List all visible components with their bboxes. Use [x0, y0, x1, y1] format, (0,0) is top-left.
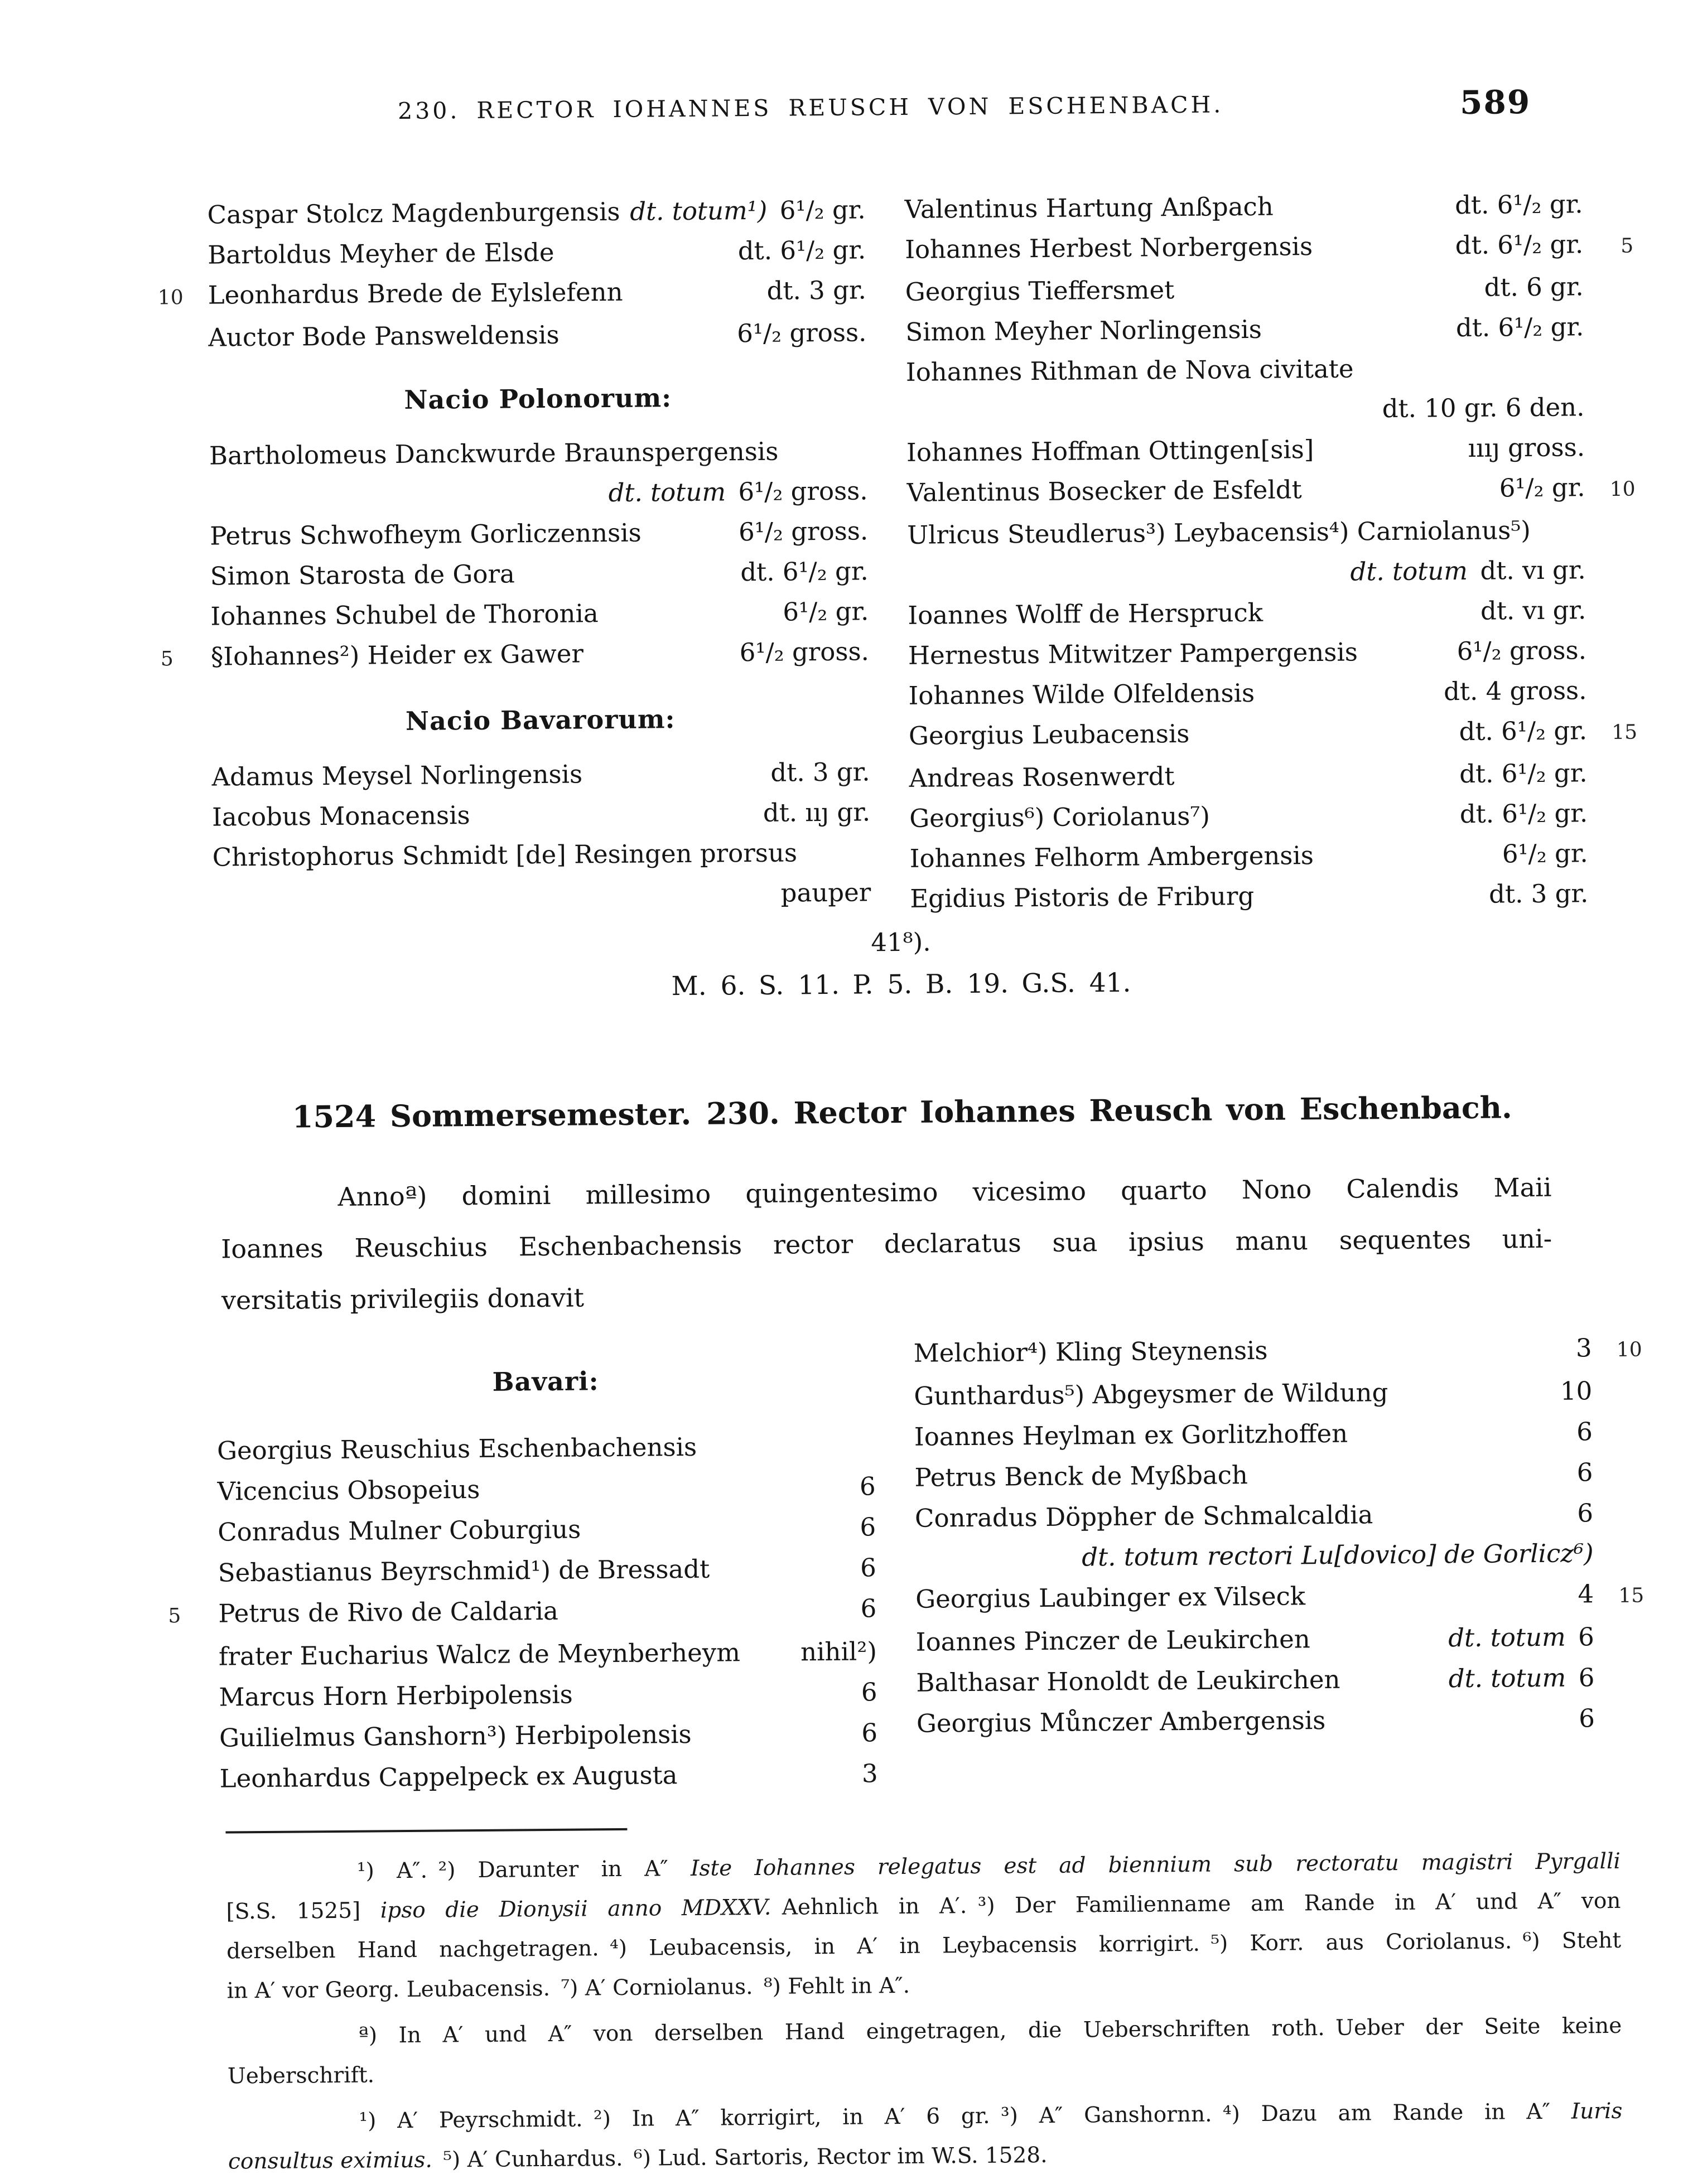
margin-line-number	[170, 1787, 220, 1788]
student-name: Georgius⁶) Coriolanus⁷)	[909, 801, 1210, 833]
payment	[1579, 1698, 1595, 1738]
payment-amount: 6	[1565, 1663, 1595, 1693]
student-name: Caspar Stolcz Magdenburgensis	[207, 196, 620, 230]
payment-amount: 10	[1560, 1376, 1593, 1406]
payment-amount: 6	[861, 1677, 877, 1707]
heading-nacio-bavarorum: Nacio Bavarorum:	[405, 704, 676, 736]
register-row	[916, 1657, 1645, 1703]
register-row	[908, 590, 1637, 636]
footnote-text: ¹) A″. ²) Darunter in A″	[356, 1856, 691, 1884]
register-row	[908, 630, 1637, 676]
payment	[1455, 184, 1583, 225]
margin-line-number	[162, 826, 212, 827]
margin-line-number	[1593, 1440, 1643, 1441]
payment	[770, 752, 870, 793]
student-name: Iohannes Felhorm Ambergensis	[909, 840, 1314, 873]
payment-amount: 6¹/₂ gross.	[737, 317, 867, 349]
paragraph-line: Annoª) domini millesimo quingentesimo vicesimo quarto Nono Calendis Maii	[337, 1172, 1552, 1212]
payment-amount: dt. 6¹/₂ gr.	[737, 235, 866, 266]
payment-amount: dt. 6¹/₂ gr.	[1459, 758, 1588, 789]
student-name: Conradus Döppher de Schmalcaldia	[914, 1500, 1373, 1533]
margin-line-number	[1585, 538, 1636, 539]
register-row	[160, 551, 869, 597]
student-name: Georgius Reuschius Eschenbachensis	[216, 1432, 697, 1466]
paragraph-line: Ioannes Reuschius Eschenbachensis rector declaratus sua ipsius manu sequentes uni-	[221, 1223, 1552, 1264]
footnote-text-italic: consultus eximius.	[228, 2147, 433, 2175]
register-right-column	[904, 184, 1638, 919]
payment	[1577, 1452, 1593, 1492]
payment-continuation-text: 6¹/₂ gross.	[725, 476, 868, 507]
footnote-line: derselben Hand nachgetragen. ⁴) Leubacensis, in A′ in Leybacensis korrigirt. ⁵) Korr. aus Coriolanus. ⁶) Steht	[226, 1927, 1622, 1964]
student-name: Balthasar Honoldt de Leukirchen	[916, 1664, 1340, 1698]
register-row	[914, 1411, 1643, 1457]
payment	[1560, 1370, 1593, 1411]
register-row	[906, 347, 1635, 393]
margin-line-number	[1588, 781, 1638, 782]
student-name: Christophorus Schmidt [de] Resingen prorsus	[212, 838, 798, 872]
register-group-bavarorum	[161, 752, 871, 918]
payment-continuation-italic: dt. totum rectori Lu[dovico] de Gorlicz⁶)	[1082, 1538, 1594, 1572]
payment	[737, 312, 867, 354]
register-row	[916, 1616, 1645, 1663]
margin-line-number	[1584, 375, 1634, 376]
footnote-text-italic: Iuris	[1571, 2098, 1623, 2124]
margin-line-number: 15	[1618, 1584, 1644, 1607]
register-row	[167, 1466, 876, 1512]
bavari-right-column	[913, 1327, 1645, 1794]
payment-continuation-italic: dt. totum	[1350, 555, 1468, 587]
footnote-text: [S.S. 1525]	[226, 1898, 381, 1925]
student-name: Georgius Můnczer Ambergensis	[916, 1705, 1326, 1738]
margin-line-number	[162, 866, 213, 867]
running-head-title: 230. RECTOR IOHANNES REUSCH VON ESCHENBACH.	[397, 91, 1224, 124]
page-content	[156, 83, 1648, 2182]
footnote-text: ¹) A′ Peyrschmidt. ²) In A″ korrigirt, in A′ 6 gr. ³) A″ Ganshornn. ⁴) Dazu am Rande in A″	[359, 2099, 1571, 2134]
payment	[860, 1547, 876, 1588]
payment-amount: 6	[1576, 1417, 1593, 1447]
register-group-saxons	[157, 190, 866, 358]
student-name: Melchior⁴) Kling Steynensis	[913, 1335, 1268, 1368]
payment-amount: dt. 6¹/₂ gr.	[1455, 189, 1583, 220]
footnote-separator	[225, 1828, 627, 1834]
register-row	[169, 1753, 878, 1799]
payment-amount: 6	[860, 1553, 876, 1583]
student-name: Iacobus Monacensis	[211, 800, 470, 832]
student-name: Egidius Pistoris de Friburg	[910, 881, 1255, 914]
footnote-text: ⁵) A′ Cunhardus. ⁶) Lud. Sartoris, Rector im W.S. 1528.	[432, 2142, 1048, 2173]
student-name: Valentinus Bosecker de Esfeldt	[906, 475, 1302, 508]
student-name: Iohannes Rithman de Nova civitate	[905, 354, 1354, 387]
register-group-right	[904, 184, 1638, 919]
student-name: Hernestus Mitwitzer Pampergensis	[908, 637, 1358, 670]
payment-continuation-text: dt. vı gr.	[1467, 555, 1586, 586]
bavari-left-column	[166, 1333, 877, 1799]
student-name: Valentinus Hartung Anßpach	[904, 191, 1274, 224]
payment-amount: 6¹/₂ gr.	[767, 195, 866, 225]
register-row	[168, 1547, 877, 1593]
payment	[1576, 1411, 1593, 1452]
student-name: Iohannes Herbest Norbergensis	[904, 231, 1313, 264]
payment	[1576, 1327, 1592, 1368]
register-row	[908, 670, 1637, 716]
bavari-left-rows	[167, 1425, 878, 1799]
margin-line-number	[1593, 1521, 1643, 1522]
payment-continuation-italic: dt. totum	[608, 477, 726, 508]
margin-line-number	[168, 1665, 219, 1666]
register-row	[169, 1712, 878, 1758]
payment	[1468, 427, 1585, 468]
payment-continuation-text: dt. 10 gr. 6 den.	[1382, 392, 1585, 424]
register-row	[909, 793, 1638, 839]
payment	[1484, 267, 1584, 307]
footnote-line: in A′ vor Georg. Leubacensis. ⁷) A′ Corniolanus. ⁸) Fehlt in A″.	[226, 1973, 910, 2004]
payment	[860, 1588, 876, 1629]
payment	[1460, 793, 1588, 834]
register-row	[905, 267, 1634, 312]
payment	[1456, 307, 1584, 348]
payment-amount: dt. 4 gross.	[1443, 675, 1587, 707]
student-name: Bartholomeus Danckwurde Braunspergensis	[209, 436, 779, 471]
student-name: Ulricus Steudlerus³) Leybacensis⁴) Carniolanus⁵)	[907, 515, 1531, 550]
margin-line-number	[160, 625, 210, 626]
margin-line-number	[169, 1706, 219, 1707]
payment-amount: 3	[861, 1758, 878, 1789]
payment-amount: ıııȷ gross.	[1468, 432, 1585, 463]
payment-amount: 6¹/₂ gross.	[739, 636, 870, 668]
student-name: Ioannes Pinczer de Leukirchen	[915, 1624, 1310, 1657]
student-name: Georgius Tieffersmet	[905, 275, 1175, 307]
register-row	[161, 631, 870, 679]
payment	[1480, 590, 1586, 631]
register-left-column	[157, 190, 871, 925]
payment	[1444, 670, 1587, 712]
register-row	[157, 190, 866, 235]
register-row	[905, 307, 1634, 352]
total-note: 41⁸).	[871, 927, 931, 958]
payment-continuation	[159, 471, 868, 516]
payment-amount: 6	[860, 1512, 876, 1542]
register-row	[168, 1631, 877, 1677]
payment-amount: 6¹/₂ gross.	[1456, 635, 1587, 666]
payment	[1455, 224, 1584, 265]
student-name: Marcus Horn Herbipolensis	[219, 1679, 573, 1712]
payment	[1489, 873, 1589, 914]
payment-amount: dt. 6¹/₂ gr.	[1459, 798, 1588, 829]
heading-bavari: Bavari:	[492, 1366, 599, 1397]
register-row	[910, 873, 1639, 919]
payment	[1459, 711, 1587, 752]
payment	[740, 551, 869, 592]
payment	[766, 270, 866, 311]
payment	[1459, 753, 1588, 794]
margin-line-number: 10	[157, 286, 184, 310]
register-row	[158, 312, 867, 358]
register-row	[905, 224, 1634, 272]
payment	[738, 230, 866, 271]
payment	[1577, 1492, 1593, 1533]
register-row	[914, 1452, 1643, 1498]
heading-nacio-polonorum: Nacio Polonorum:	[404, 383, 672, 415]
register-row	[161, 752, 870, 798]
running-head	[156, 83, 1633, 144]
payment-italic: dt. totum	[1448, 1622, 1566, 1653]
payment-continuation-text: pauper	[780, 877, 871, 908]
payment	[1457, 630, 1587, 671]
margin-line-number: 10	[1616, 1338, 1642, 1361]
student-name: Adamus Meysel Norlingensis	[211, 759, 583, 792]
register-row	[158, 270, 867, 318]
margin-line-number: 5	[1621, 234, 1634, 258]
payment	[800, 1631, 877, 1672]
payment-amount: 6	[860, 1593, 877, 1623]
margin-line-number: 15	[1612, 721, 1638, 744]
register-row	[909, 711, 1638, 758]
register-top	[157, 184, 1638, 925]
payment-amount: 6	[859, 1471, 876, 1501]
student-name: §Iohannes²) Heider ex Gawer	[210, 639, 584, 671]
payment	[862, 1753, 878, 1794]
footnote-block-numbered	[226, 1842, 1622, 2011]
student-name: Simon Meyher Norlingensis	[905, 314, 1262, 347]
register-row	[904, 184, 1633, 230]
register-row	[915, 1492, 1644, 1539]
student-name: Iohannes Hoffman Ottingen[sis]	[906, 434, 1314, 467]
payment	[1502, 833, 1588, 874]
register-row	[913, 1327, 1642, 1376]
student-name: Iohannes Wilde Olfeldensis	[908, 678, 1255, 711]
margin-line-number	[167, 1541, 218, 1542]
student-name: Ioannes Heylman ex Gorlitzhoffen	[914, 1418, 1348, 1452]
register-row	[162, 832, 871, 878]
margin-line-number	[167, 1500, 218, 1501]
payment-amount: dt. ııȷ gr.	[763, 797, 871, 828]
payment-continuation	[162, 872, 871, 918]
footnote-line: Ueberschrift.	[227, 2062, 375, 2089]
student-name: Georgius Leubacensis	[908, 718, 1190, 751]
student-name: Conradus Mulner Coburgius	[218, 1514, 581, 1547]
payment-amount: dt. 3 gr.	[770, 757, 870, 787]
payment	[860, 1466, 876, 1506]
register-row	[907, 510, 1636, 555]
payment-amount: 6	[861, 1718, 878, 1748]
margin-line-number: 5	[160, 648, 173, 671]
payment	[861, 1671, 877, 1712]
margin-line-number	[160, 585, 210, 586]
footnote-block-a	[227, 2006, 1622, 2096]
register-row	[160, 591, 869, 637]
payment	[861, 1712, 877, 1753]
margin-line-number	[158, 346, 209, 347]
payment-continuation	[906, 387, 1635, 433]
payment-amount: dt. 3 gr.	[766, 275, 866, 306]
register-row	[160, 511, 869, 557]
payment-italic: dt. totum¹)	[630, 195, 768, 226]
section-heading: 1524 Sommersemester. 230. Rector Iohannes Reusch von Eschenbach.	[292, 1089, 1513, 1135]
register-row	[162, 792, 871, 838]
student-name: Petrus Schwofheym Gorliczennsis	[209, 518, 642, 551]
payment-continuation	[915, 1533, 1644, 1579]
footnote-block-second	[228, 2091, 1623, 2182]
payment-amount: dt. 6¹/₂ gr.	[1455, 312, 1584, 343]
payment-continuation	[908, 550, 1637, 596]
payment	[783, 591, 869, 632]
student-name: Leonhardus Cappelpeck ex Augusta	[219, 1760, 678, 1794]
footnote-text-italic: Iste Iohannes relegatus est ad biennium sub rectoratu magistri Pyrgalli	[690, 1848, 1621, 1881]
payment-amount: 4	[1578, 1579, 1594, 1609]
student-name: Iohannes Schubel de Thoronia	[210, 598, 599, 631]
payment-amount: dt. 6¹/₂ gr.	[740, 556, 869, 587]
student-name: Gunthardus⁵) Abgeysmer de Wildung	[914, 1378, 1388, 1411]
page-number: 589	[1459, 83, 1531, 122]
register-row	[909, 833, 1638, 879]
register-row	[906, 427, 1636, 473]
student-name: Bartoldus Meyher de Elsde	[208, 237, 554, 270]
student-name: Leonhardus Brede de Eylslefenn	[208, 277, 623, 310]
payment-italic: dt. totum	[1448, 1663, 1566, 1694]
register-row	[906, 467, 1636, 515]
paragraph-line: versitatis privilegiis donavit	[221, 1282, 585, 1316]
payment-amount: dt. 6¹/₂ gr.	[1455, 229, 1584, 260]
nation-summary: M. 6. S. 11. P. 5. B. 19. G.S. 41.	[671, 967, 1131, 1002]
payment-amount: 6¹/₂ gr.	[1499, 472, 1585, 503]
student-name: Auctor Bode Pansweldensis	[208, 320, 560, 352]
payment-amount: 6¹/₂ gr.	[1502, 838, 1588, 869]
student-name: Ioannes Wolff de Herspruck	[908, 597, 1263, 630]
footnotes	[226, 1842, 1623, 2182]
margin-line-number	[1592, 1399, 1642, 1400]
register-row	[917, 1698, 1646, 1744]
student-name: frater Eucharius Walcz de Meynberheym	[218, 1637, 741, 1671]
rector-paragraph	[220, 1162, 1552, 1326]
student-name: Andreas Rosenwerdt	[909, 761, 1175, 793]
student-name: Georgius Laubinger ex Vilseck	[915, 1581, 1306, 1614]
register-row	[915, 1573, 1644, 1622]
bavari-right-rows	[913, 1327, 1645, 1744]
student-name: Petrus de Rivo de Caldaria	[218, 1596, 559, 1629]
payment-amount: 6	[1565, 1622, 1594, 1652]
payment	[739, 511, 869, 552]
student-name: Simon Starosta de Gora	[210, 559, 515, 591]
register-row	[914, 1370, 1643, 1417]
margin-line-number	[1594, 1686, 1644, 1687]
payment	[740, 631, 870, 673]
payment-amount: 6¹/₂ gr.	[783, 596, 869, 627]
payment-amount: 6	[1576, 1457, 1593, 1487]
register-row	[167, 1506, 876, 1553]
payment-amount: nihil²)	[800, 1636, 877, 1667]
margin-line-number	[1583, 212, 1633, 213]
register-bavari	[166, 1327, 1645, 1800]
margin-line-number	[1584, 335, 1634, 336]
payment-amount: 3	[1575, 1333, 1592, 1363]
payment-amount: dt. vı gr.	[1480, 595, 1586, 626]
margin-line-number	[1584, 295, 1634, 296]
payment-amount: dt. 3 gr.	[1488, 878, 1589, 909]
payment	[1499, 467, 1585, 508]
margin-line-number: 10	[1609, 477, 1636, 501]
footnote-line: ª) In A′ und A″ von derselben Hand eingetragen, die Ueberschriften roth. Ueber der Seite keine	[358, 2013, 1622, 2048]
footnote-text-italic: ipso die Dionysii anno MDXXV.	[380, 1895, 771, 1924]
payment	[763, 792, 871, 833]
margin-line-number: 5	[168, 1605, 181, 1628]
payment-amount: 6	[1579, 1703, 1595, 1733]
footnote-text: Aehnlich in A′. ³) Der Familienname am Rande in A′ und A″ von	[771, 1888, 1621, 1920]
payment	[1449, 1657, 1595, 1699]
payment	[1448, 1616, 1594, 1658]
payment	[1578, 1573, 1594, 1614]
payment-amount: 6¹/₂ gross.	[738, 516, 869, 547]
payment-amount: dt. 6¹/₂ gr.	[1459, 716, 1588, 747]
student-name: Vicencius Obsopeius	[217, 1474, 480, 1506]
student-name: Guilielmus Ganshorn³) Herbipolensis	[219, 1719, 692, 1753]
register-row	[159, 431, 868, 476]
payment-amount: 6	[1577, 1498, 1594, 1528]
register-row	[168, 1671, 877, 1718]
payment	[860, 1506, 876, 1547]
student-name: Sebastianus Beyrschmid¹) de Bressadt	[218, 1554, 710, 1588]
register-row	[909, 753, 1638, 799]
register-row	[168, 1588, 877, 1636]
payment	[630, 190, 866, 231]
register-row	[167, 1425, 876, 1471]
margin-line-number	[1594, 1645, 1644, 1646]
register-group-polonorum	[159, 431, 869, 679]
student-name: Petrus Benck de Myßbach	[914, 1460, 1248, 1492]
payment-amount: dt. 6 gr.	[1484, 272, 1584, 302]
register-row	[157, 230, 866, 276]
